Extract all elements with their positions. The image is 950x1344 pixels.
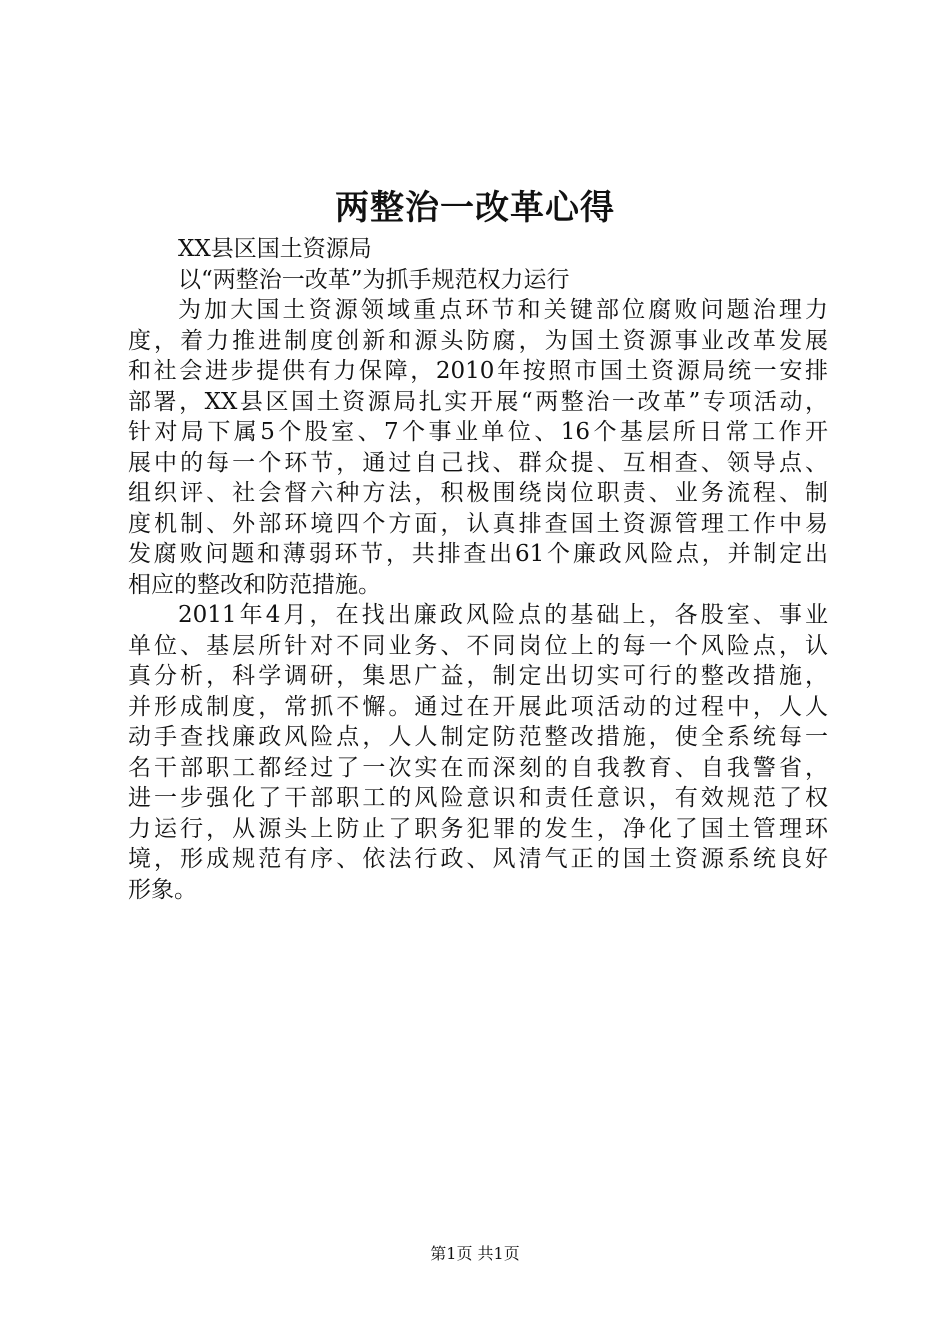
paragraph-line: 2011年4月，在找出廉政风险点的基础上，各股室、事业 (178, 602, 828, 628)
paragraph-line: 和社会进步提供有力保障，2010年按照市国土资源局统一安排 (128, 358, 828, 384)
paragraph-line: 为加大国土资源领域重点环节和关键部位腐败问题治理力 (178, 297, 828, 323)
paragraph-line: 名干部职工都经过了一次实在而深刻的自我教育、自我警省， (128, 754, 828, 781)
paragraph-line: 力运行，从源头上防止了职务犯罪的发生，净化了国土管理环 (128, 815, 828, 842)
paragraph-line: 境，形成规范有序、依法行政、风清气正的国土资源系统良好 (128, 846, 828, 872)
paragraph-line: 部署，XX县区国土资源局扎实开展“两整治一改革”专项活动， (128, 388, 828, 415)
document-title: 两整治一改革心得 (335, 188, 615, 228)
paragraph-line: 组织评、社会督六种方法，积极围绕岗位职责、业务流程、制 (128, 480, 828, 506)
paragraph-line: 展中的每一个环节，通过自己找、群众提、互相查、领导点、 (128, 449, 828, 476)
subtitle-line: 以“两整治一改革”为抓手规范权力运行 (178, 266, 570, 293)
page-footer: 第1页 共1页 (430, 1244, 520, 1263)
paragraph-line: 真分析，科学调研，集思广益，制定出切实可行的整改措施， (128, 663, 828, 689)
paragraph-line: 形象。 (128, 876, 197, 903)
paragraph-1 (128, 295, 828, 600)
paragraph-line: 动手查找廉政风险点，人人制定防范整改措施，使全系统每一 (128, 724, 828, 750)
paragraph-line: 度机制、外部环境四个方面，认真排查国土资源管理工作中易 (128, 510, 828, 537)
paragraph-line: 针对局下属5个股室、7个事业单位、16个基层所日常工作开 (128, 419, 828, 445)
paragraph-line: 度，着力推进制度创新和源头防腐，为国土资源事业改革发展 (128, 327, 828, 354)
paragraph-line: 并形成制度，常抓不懈。通过在开展此项活动的过程中，人人 (128, 693, 828, 720)
paragraph-2 (128, 600, 828, 905)
paragraph-line: 发腐败问题和薄弱环节，共排查出61个廉政风险点，并制定出 (128, 541, 828, 567)
paragraph-line: 单位、基层所针对不同业务、不同岗位上的每一个风险点，认 (128, 632, 828, 659)
paragraph-line: 相应的整改和防范措施。 (128, 571, 381, 598)
document-body (128, 234, 828, 905)
paragraph-line: 进一步强化了干部职工的风险意识和责任意识，有效规范了权 (128, 785, 828, 811)
org-line: XX县区国土资源局 (178, 236, 372, 262)
